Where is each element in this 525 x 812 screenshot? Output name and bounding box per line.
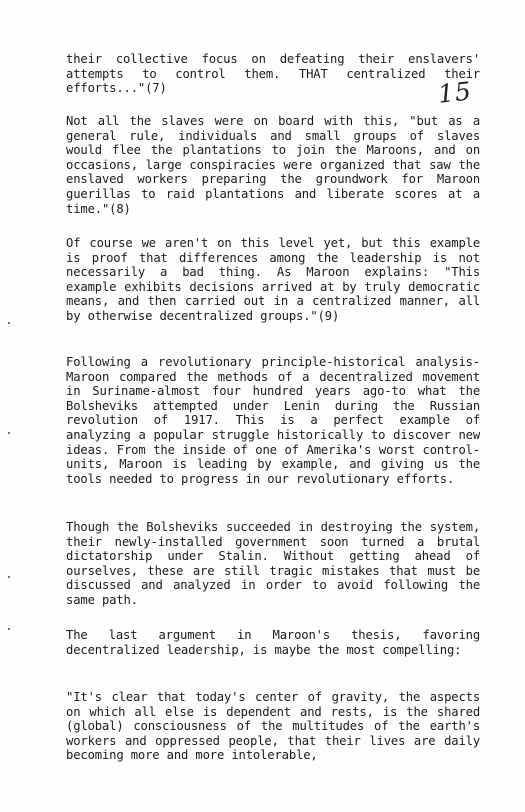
paragraph-6: The last argument in Maroon's thesis, favoring decentralized leadership, is maybe the most compelling: bbox=[66, 628, 480, 657]
paragraph-4: Following a revolutionary principle-historical analysis-Maroon compared the methods of a decentralized movement in Suriname-almost four hundred years ago-to what the Bolsheviks attempted under Lenin during the Russian revolution of 1917. This is a perfect example of analyzing a popular struggle historically to discover new ideas. From the inside of one of Amerika's worst control-units, Maroon is leading by example, and giving us the tools needed to progress in our revolutionary efforts. bbox=[66, 355, 480, 486]
paragraph-5: Though the Bolsheviks succeeded in destroying the system, their newly-installed government soon turned a brutal dictatorship under Stalin. Without getting ahead of ourselves, these are still tragic mistakes that must be discussed and analyzed in order to avoid following the same path. bbox=[66, 520, 480, 607]
handwritten-page-number: 15 bbox=[436, 76, 474, 109]
margin-speck bbox=[8, 576, 10, 578]
paragraph-1: their collective focus on defeating their enslavers' attempts to control them. THAT centralized their efforts..."(7) bbox=[66, 52, 480, 96]
margin-speck bbox=[8, 628, 10, 630]
paragraph-3: Of course we aren't on this level yet, but this example is proof that differences among the leadership is not necessarily a bad thing. As Maroon explains: "This example exhibits decisions arrived at by truly democratic means, and then carried out in a centralized manner, all by otherwise decentralized groups."(9) bbox=[66, 236, 480, 323]
paragraph-2: Not all the slaves were on board with this, "but as a general rule, individuals and small groups of slaves would flee the plantations to join the Maroons, and on occasions, large conspiracies were organized that saw the enslaved workers preparing the groundwork for Maroon guerillas to raid plantations and liberate scores at a time."(8) bbox=[66, 114, 480, 216]
paragraph-7: "It's clear that today's center of gravity, the aspects on which all else is dependent and rests, is the shared (global) consciousness of the multitudes of the earth's workers and oppressed people, that their lives are daily becoming more and more intolerable, bbox=[66, 690, 480, 763]
margin-speck bbox=[8, 432, 10, 434]
margin-speck bbox=[8, 322, 10, 324]
